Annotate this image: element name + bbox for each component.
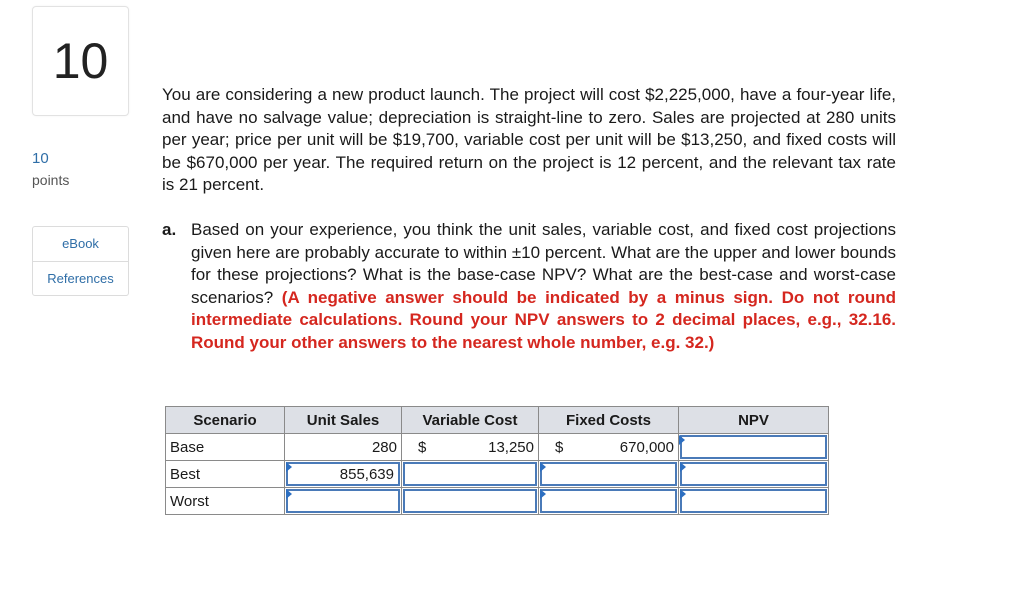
header-unit-sales: Unit Sales (285, 407, 402, 434)
cell-base-variable-cost (402, 434, 539, 461)
part-a-text (191, 219, 896, 355)
points-value: 10 (32, 150, 49, 167)
part-letter: a. (162, 220, 177, 239)
header-variable-cost: Variable Cost (402, 407, 539, 434)
cell-worst-npv (679, 488, 829, 515)
cell-base-npv (679, 434, 829, 461)
header-fixed-costs: Fixed Costs (539, 407, 679, 434)
cell-best-scenario (166, 461, 285, 488)
base-variable-cost-value: 13,250 (488, 438, 534, 456)
question-number: 10 (52, 33, 109, 89)
worst-fixed-costs-input[interactable] (540, 489, 677, 513)
part-a-question: Based on your experience, you think the unit sales, variable cost, and fixed cost projections given here are probably accurate to within ±10 percent. What are the upper and lower bounds for these projections? What is the base-case NPV? What are the best-case and worst-case scenarios? (191, 220, 896, 307)
worst-unit-sales-input[interactable] (286, 489, 400, 513)
scenario-label: Base (170, 438, 205, 456)
base-npv-input[interactable] (680, 435, 827, 459)
cell-best-fixed-costs (539, 461, 679, 488)
part-a-instructions: (A negative answer should be indicated by a minus sign. Do not round intermediate calculations. Round your NPV answers to 2 decimal places, e.g., 32.16. Round your other answers to the nearest whole number, e.g. 32.) (191, 287, 896, 352)
input-flag-icon (680, 489, 686, 499)
part-a (162, 219, 896, 355)
input-flag-icon (540, 462, 546, 472)
resources-panel (32, 226, 129, 296)
scenario-label: Best (170, 465, 201, 483)
input-flag-icon (680, 462, 686, 472)
worst-variable-cost-input[interactable] (403, 489, 537, 513)
worst-npv-input[interactable] (680, 489, 827, 513)
best-variable-cost-input[interactable] (403, 462, 537, 486)
cell-worst-unit-sales (285, 488, 402, 515)
input-flag-icon (679, 435, 685, 445)
best-unit-sales-input[interactable] (286, 462, 400, 486)
cell-worst-variable-cost (402, 488, 539, 515)
cell-worst-fixed-costs (539, 488, 679, 515)
dollar-sign: $ (555, 438, 564, 456)
header-npv: NPV (679, 407, 829, 434)
input-flag-icon (286, 462, 292, 472)
points-label: points (32, 172, 70, 188)
cell-worst-scenario (166, 488, 285, 515)
references-link[interactable]: References (33, 261, 128, 296)
base-fixed-costs-value: 670,000 (619, 438, 674, 456)
ebook-link[interactable]: eBook (62, 236, 99, 251)
scenario-label: Worst (170, 492, 209, 510)
base-unit-sales-value: 280 (371, 438, 397, 456)
problem-intro: You are considering a new product launch. The project will cost $2,225,000, have a four-year life, and have no salvage value; depreciation is straight-line to zero. Sales are projected at 280 units per year; price per unit will be $19,700, variable cost per unit will be $13,250, and fixed costs will be $670,000 per year. The required return on the project is 12 percent, and the relevant tax rate is 21 percent. (162, 85, 896, 195)
table-row-base (166, 434, 829, 461)
cell-base-fixed-costs (539, 434, 679, 461)
header-scenario: Scenario (166, 407, 285, 434)
best-fixed-costs-input[interactable] (540, 462, 677, 486)
best-unit-sales-value: 855,639 (339, 465, 394, 483)
best-npv-input[interactable] (680, 462, 827, 486)
cell-best-variable-cost (402, 461, 539, 488)
dollar-sign: $ (418, 438, 427, 456)
input-flag-icon (286, 489, 292, 499)
table-row-worst (166, 488, 829, 515)
cell-base-scenario (166, 434, 285, 461)
table-row-best (166, 461, 829, 488)
cell-best-npv (679, 461, 829, 488)
input-flag-icon (540, 489, 546, 499)
question-number-box (32, 6, 129, 116)
table-header-row (166, 407, 829, 434)
cell-base-unit-sales (285, 434, 402, 461)
cell-best-unit-sales (285, 461, 402, 488)
scenario-table (165, 406, 829, 515)
